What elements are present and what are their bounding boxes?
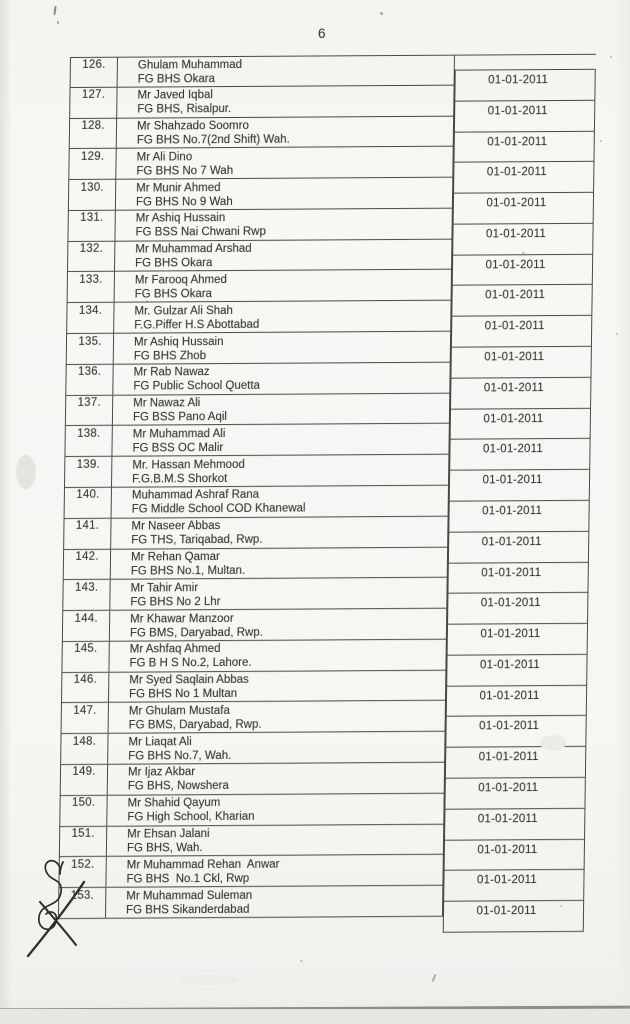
date-cell: 01-01-2011 [451, 408, 590, 440]
person-name: Mr. Hassan Mehmood [132, 458, 245, 472]
person-name: Muhammad Ashraf Rana [131, 489, 260, 503]
person-cell [112, 455, 448, 487]
scan-speckle [53, 6, 56, 15]
serial-number-cell [67, 303, 114, 333]
scan-smudge [540, 735, 566, 751]
table-row [70, 116, 453, 149]
person-name: Mr. Gulzar Ali Shah [134, 304, 233, 318]
scan-speckle [380, 12, 383, 15]
person-name: Mr Muhammad Arshad [135, 243, 252, 256]
table-row [71, 55, 454, 88]
serial-number: 152. [71, 858, 95, 871]
serial-number: 128. [81, 119, 105, 132]
school-name: FG High School, Kharian [127, 811, 255, 824]
person-name: Mr Ashfaq Ahmed [129, 643, 221, 656]
scan-speckle [616, 333, 618, 335]
date-cell: 01-01-2011 [447, 685, 586, 717]
person-name: Mr Ashiq Hussain [135, 212, 226, 226]
person-cell [109, 701, 445, 733]
serial-number-cell [68, 241, 115, 271]
scan-speckle [560, 905, 562, 907]
serial-number-cell [64, 549, 111, 579]
scan-smudge [180, 975, 240, 985]
table-row [67, 332, 450, 365]
school-name: FG Public School Quetta [133, 380, 261, 393]
table-row [65, 455, 448, 488]
serial-number: 134. [78, 304, 103, 317]
person-name: Mr Syed Saqlain Abbas [129, 674, 249, 687]
serial-number: 145. [74, 643, 98, 656]
date-cell: 01-01-2011 [450, 439, 589, 471]
date-cell: 01-01-2011 [445, 778, 584, 810]
serial-number: 135. [78, 335, 102, 348]
serial-number-cell [66, 365, 113, 395]
serial-number-cell [71, 57, 118, 87]
date-cell: 01-01-2011 [454, 131, 593, 163]
serial-number-cell [64, 518, 111, 548]
serial-number-cell [66, 395, 113, 425]
person-cell [115, 239, 451, 271]
date-cell: 01-01-2011 [451, 347, 590, 379]
serial-number: 138. [77, 427, 101, 440]
school-name: FG BHS No.7, Wah. [128, 749, 232, 763]
person-name: Mr Ashiq Hussain [133, 335, 224, 349]
school-name: FG BMS, Daryabad, Rwp. [128, 718, 262, 732]
table-row [62, 670, 445, 703]
table-row [60, 793, 443, 826]
scan-left-edge-shading [0, 0, 12, 1024]
serial-number: 148. [72, 735, 97, 748]
person-name: Mr Rab Nawaz [133, 366, 210, 379]
serial-number: 147. [73, 704, 97, 717]
person-name: Mr Javed Iqbal [137, 89, 213, 102]
date-cell: 01-01-2011 [454, 193, 593, 225]
table-row [66, 393, 449, 426]
table-row [62, 640, 445, 673]
table-row [63, 578, 446, 611]
scan-speckle [431, 974, 436, 982]
person-cell [116, 147, 452, 179]
person-name: Mr Shahzado Soomro [136, 119, 249, 133]
person-cell [110, 578, 446, 610]
date-cell: 01-01-2011 [454, 162, 593, 194]
date-cell: 01-01-2011 [453, 255, 592, 287]
serial-number-cell [60, 796, 107, 826]
person-cell [114, 332, 450, 364]
table-row [62, 701, 445, 734]
serial-number-cell [68, 272, 115, 302]
serial-number-cell [70, 87, 117, 117]
person-cell [116, 178, 452, 210]
table-row [69, 147, 452, 180]
table-row [69, 178, 452, 211]
page-number: 6 [318, 26, 326, 41]
table-row [64, 547, 447, 580]
scan-speckle [90, 640, 92, 642]
person-name: Ghulam Muhammad [137, 58, 243, 72]
serial-number-cell [69, 180, 116, 210]
school-name: FG BHS Zhob [133, 349, 207, 363]
serial-number: 144. [74, 612, 98, 625]
person-name: Mr Rehan Qamar [130, 551, 220, 564]
serial-number: 149. [72, 766, 96, 779]
scan-speckle [600, 140, 602, 142]
person-cell [111, 516, 447, 548]
table-row [66, 362, 449, 395]
school-name: FG BHS No 2 Lhr [130, 595, 221, 609]
school-name: FG BHS No.1, Multan. [130, 564, 246, 578]
table-row [70, 85, 453, 118]
person-name: Mr Muhammad Suleman [126, 889, 253, 903]
person-cell [107, 824, 443, 856]
serial-number-cell [61, 765, 108, 795]
date-cell: 01-01-2011 [452, 316, 591, 348]
serial-number: 151. [71, 827, 95, 841]
date-cell: 01-01-2011 [451, 378, 590, 410]
person-cell [114, 301, 450, 333]
table-row [65, 486, 448, 519]
school-name: FG BSS Nai Chwani Rwp [135, 226, 266, 240]
person-name: Mr Khawar Manzoor [130, 612, 234, 626]
date-cell: 01-01-2011 [449, 532, 588, 564]
serial-number: 146. [73, 673, 97, 687]
school-name: FG BSS OC Malir [132, 441, 224, 455]
date-cell: 01-01-2011 [449, 501, 588, 533]
person-cell [106, 886, 442, 918]
serial-number: 143. [74, 581, 99, 594]
date-cell: 01-01-2011 [445, 809, 584, 841]
person-cell [107, 793, 443, 825]
school-name: FG Middle School COD Khanewal [131, 503, 306, 517]
date-cell: 01-01-2011 [448, 562, 587, 594]
school-name: FG B H S No.2, Lahore. [129, 657, 252, 670]
date-cell: 01-01-2011 [445, 839, 584, 871]
person-name: Mr Ehsan Jalani [127, 828, 210, 841]
person-name: Mr Shahid Qayum [127, 797, 221, 810]
table-row [68, 209, 451, 242]
person-cell [106, 855, 442, 887]
serial-number: 133. [79, 273, 103, 286]
school-name: FG BSS Pano Aqil [132, 411, 228, 424]
person-cell [110, 609, 446, 641]
person-name: Mr Liaqat Ali [128, 735, 192, 749]
person-name: Mr Munir Ahmed [136, 181, 221, 195]
serial-number-cell [65, 488, 112, 518]
table-date-column [443, 69, 596, 933]
serial-number-cell [70, 118, 117, 148]
date-cell: 01-01-2011 [446, 716, 585, 748]
date-cell: 01-01-2011 [446, 747, 585, 779]
person-cell [115, 209, 451, 241]
school-name: FG BHS, Nowshera [127, 780, 229, 794]
serial-number: 142. [75, 550, 99, 563]
serial-number-cell [63, 580, 110, 610]
person-cell [117, 85, 453, 117]
person-cell [108, 732, 444, 764]
table-row [68, 239, 451, 272]
school-name: FG THS, Tariqabad, Rwp. [131, 534, 263, 547]
scan-speckle [300, 960, 303, 962]
table-row [61, 732, 444, 765]
below-paper-shade [0, 1009, 630, 1024]
school-name: FG BHS Sikanderdabad [125, 903, 250, 917]
date-cell: 01-01-2011 [444, 870, 583, 902]
serial-number-cell [67, 334, 114, 364]
serial-number-cell [65, 457, 112, 487]
date-cell: 01-01-2011 [455, 101, 594, 133]
date-cell: 01-01-2011 [453, 224, 592, 256]
table-row [59, 886, 442, 919]
scan-speckle [522, 252, 525, 254]
date-cell: 01-01-2011 [448, 624, 587, 656]
serial-number-cell [62, 703, 109, 733]
school-name: FG BHS No.1 Ckl, Rwp [126, 872, 250, 886]
school-name: FG BHS, Wah. [126, 842, 203, 855]
serial-number-cell [62, 642, 109, 672]
school-name: F.G.Piffer H.S Abottabad [134, 318, 260, 332]
date-cell: 01-01-2011 [448, 593, 587, 625]
school-name: FG BMS, Daryabad, Rwp. [129, 626, 263, 640]
person-name: Mr Muhammad Rehan Anwar [126, 858, 280, 872]
school-name: FG BHS Okara [137, 72, 216, 86]
serial-number: 150. [71, 797, 96, 810]
table-row [65, 424, 448, 457]
person-cell [115, 270, 451, 302]
serial-number: 129. [80, 150, 105, 163]
serial-number: 137. [77, 396, 101, 410]
table-row [68, 270, 451, 303]
serial-number: 132. [79, 242, 103, 256]
date-cell: 01-01-2011 [455, 70, 594, 102]
serial-number-cell [65, 426, 112, 456]
table-row [63, 609, 446, 642]
table-row [61, 763, 444, 796]
table-row [67, 301, 450, 334]
person-cell [112, 486, 448, 518]
table-main-columns [58, 55, 455, 919]
serial-number: 131. [80, 212, 104, 225]
person-name: Mr Tahir Amir [130, 582, 199, 595]
person-cell [113, 362, 449, 394]
school-name: FG BHS No 7 Wah [136, 164, 234, 178]
scan-smudge [16, 455, 36, 489]
date-cell: 01-01-2011 [452, 285, 591, 317]
person-name: Mr Nawaz Ali [133, 397, 201, 410]
serial-number: 141. [75, 520, 100, 533]
table-row [60, 824, 443, 857]
person-cell [113, 393, 449, 425]
school-name: FG BHS Okara [135, 257, 213, 270]
scan-speckle [146, 300, 148, 302]
serial-number: 136. [77, 366, 102, 379]
serial-number-cell [62, 672, 109, 702]
serial-number: 139. [76, 458, 100, 471]
table-row [64, 516, 447, 549]
person-name: Mr Muhammad Ali [132, 427, 226, 441]
person-cell [109, 670, 445, 702]
person-cell [108, 763, 444, 795]
person-name: Mr Ali Dino [136, 151, 193, 164]
person-name: Mr Farooq Ahmed [134, 274, 227, 287]
serial-number: 126. [82, 58, 106, 71]
signature-scribble [16, 852, 96, 967]
serial-number-cell [68, 211, 115, 241]
serial-number: 140. [76, 489, 100, 502]
person-name: Mr Naseer Abbas [131, 520, 221, 533]
date-cell: 01-01-2011 [450, 470, 589, 502]
school-name: F.G.B.M.S Shorkot [132, 472, 228, 486]
school-name: FG BHS No 1 Multan [129, 688, 238, 701]
serial-number-cell [69, 149, 116, 179]
person-cell [118, 55, 454, 87]
serial-number: 130. [80, 181, 104, 194]
records-table [58, 54, 596, 937]
person-cell [111, 547, 447, 579]
scan-speckle [57, 21, 59, 24]
date-cell: 01-01-2011 [444, 901, 583, 933]
scan-right-edge-shading [614, 0, 630, 1024]
serial-number-cell [61, 734, 108, 764]
person-name: Mr Ijaz Akbar [127, 766, 196, 780]
person-name: Mr Ghulam Mustafa [128, 704, 230, 718]
school-name: FG BHS No 9 Wah [135, 195, 233, 209]
school-name: FG BHS Okara [134, 288, 213, 301]
person-cell [117, 116, 453, 148]
person-cell [112, 424, 448, 456]
person-cell [109, 640, 445, 672]
scan-speckle [610, 56, 612, 58]
school-name: FG BHS No.7(2nd Shift) Wah. [136, 133, 290, 147]
table-row [59, 855, 442, 888]
date-cell: 01-01-2011 [447, 655, 586, 687]
serial-number-cell [63, 611, 110, 641]
serial-number: 153. [70, 889, 94, 902]
school-name: FG BHS, Risalpur. [137, 103, 232, 116]
serial-number: 127. [81, 89, 106, 102]
